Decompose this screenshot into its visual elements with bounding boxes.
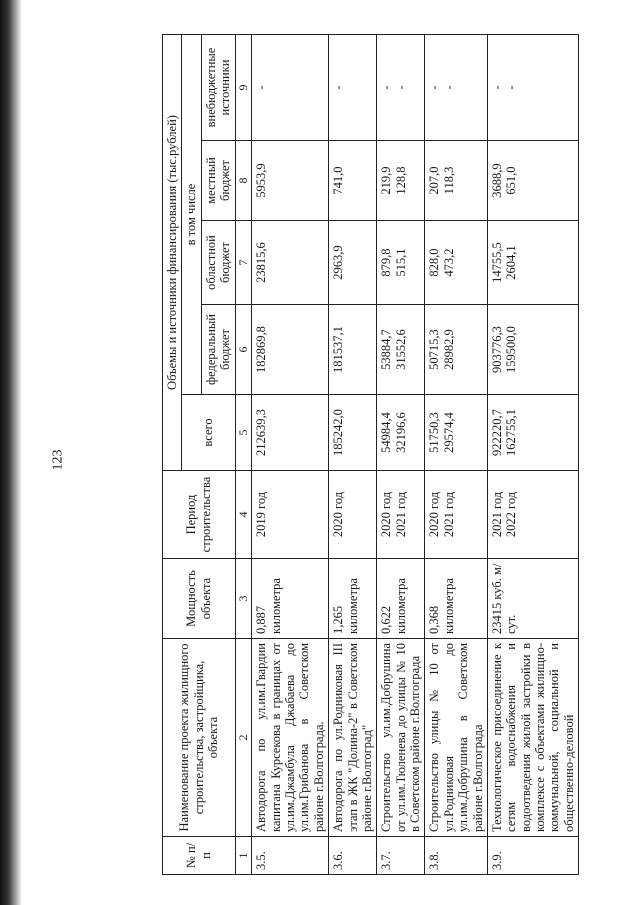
extra-value: - bbox=[393, 85, 408, 90]
total-value: 32196,6 bbox=[393, 412, 408, 453]
local-value: 3688,9 bbox=[489, 163, 504, 198]
header-capacity: Мощность объекта bbox=[163, 559, 236, 639]
period-cell bbox=[425, 471, 488, 559]
local-value: 128,8 bbox=[393, 166, 408, 195]
local-value: 741,0 bbox=[331, 166, 346, 195]
extra-value: - bbox=[441, 85, 456, 90]
header-regional: областной бюджет bbox=[201, 221, 235, 305]
federal-cell bbox=[425, 305, 488, 395]
extra-cell bbox=[377, 35, 425, 141]
total-value: 212639,3 bbox=[254, 409, 269, 456]
federal-value: 903776,3 bbox=[489, 326, 504, 373]
period-value: 2020 год bbox=[331, 491, 346, 538]
total-value: 922220,7 bbox=[489, 409, 504, 456]
period-value: 2021 год bbox=[441, 491, 456, 538]
capacity: 0,887 километра bbox=[252, 559, 329, 639]
extra-value: - bbox=[331, 85, 346, 90]
federal-cell bbox=[487, 305, 578, 395]
federal-value: 50715,3 bbox=[427, 329, 442, 370]
local-cell bbox=[487, 141, 578, 221]
period-cell bbox=[377, 471, 425, 559]
local-value: 651,0 bbox=[504, 166, 519, 195]
total-cell bbox=[425, 395, 488, 471]
local-cell bbox=[377, 141, 425, 221]
page-number: 123 bbox=[50, 449, 66, 471]
column-number: 2 bbox=[235, 639, 252, 837]
regional-value: 515,1 bbox=[393, 248, 408, 277]
federal-cell bbox=[329, 305, 377, 395]
header-extra: внебюджетные источники bbox=[201, 35, 235, 141]
table-row bbox=[252, 35, 329, 875]
period-value: 2020 год bbox=[427, 491, 442, 538]
total-value: 162755,1 bbox=[504, 409, 519, 456]
local-cell bbox=[252, 141, 329, 221]
extra-value: - bbox=[427, 85, 442, 90]
regional-value: 23815,6 bbox=[254, 242, 269, 283]
row-number: 3.6. bbox=[329, 837, 377, 875]
extra-cell bbox=[252, 35, 329, 141]
column-numbers-row bbox=[235, 35, 252, 875]
regional-value: 2963,9 bbox=[331, 245, 346, 280]
header-financing: Объемы и источники финансирования (тыс.рублей) bbox=[163, 35, 182, 471]
regional-cell bbox=[377, 221, 425, 305]
financing-table bbox=[162, 34, 579, 875]
federal-cell bbox=[252, 305, 329, 395]
scan-edge-shadow bbox=[0, 0, 22, 905]
project-name: Строительство ул.им.Добрушина от ул.им.Тюленева до улицы № 10 в Советском районе г.Волгограда bbox=[377, 639, 425, 837]
regional-value: 828,0 bbox=[427, 248, 442, 277]
total-cell bbox=[377, 395, 425, 471]
total-value: 54984,4 bbox=[379, 412, 394, 453]
table-body bbox=[252, 35, 579, 875]
local-value: 118,3 bbox=[441, 166, 456, 195]
row-number: 3.9. bbox=[487, 837, 578, 875]
table-row bbox=[329, 35, 377, 875]
total-value: 51750,3 bbox=[427, 412, 442, 453]
total-cell bbox=[329, 395, 377, 471]
regional-cell bbox=[329, 221, 377, 305]
column-number: 9 bbox=[235, 35, 252, 141]
federal-value: 31552,6 bbox=[393, 329, 408, 370]
column-number: 1 bbox=[235, 837, 252, 875]
project-name: Автодорога по ул.им.Гвардии капитана Курсекова в границах от ул.им.Джамбула Джабаева до ул.им.Грибанова в Советском районе г.Волгограда. bbox=[252, 639, 329, 837]
header-no: № п/п bbox=[163, 837, 236, 875]
total-value: 29574,4 bbox=[441, 412, 456, 453]
federal-value: 159500,0 bbox=[504, 326, 519, 373]
table-header bbox=[163, 35, 252, 875]
project-name: Строительство улицы № 10 от ул.Родниковая до ул.им.Добрушина в Советском районе г.Волгограда bbox=[425, 639, 488, 837]
extra-cell bbox=[329, 35, 377, 141]
regional-cell bbox=[252, 221, 329, 305]
local-value: 207,0 bbox=[427, 166, 442, 195]
capacity: 1,265 километра bbox=[329, 559, 377, 639]
table-row bbox=[487, 35, 578, 875]
column-number: 3 bbox=[235, 559, 252, 639]
regional-cell bbox=[425, 221, 488, 305]
header-total: всего bbox=[182, 395, 235, 471]
regional-cell bbox=[487, 221, 578, 305]
table-row bbox=[377, 35, 425, 875]
column-number: 4 bbox=[235, 471, 252, 559]
total-value: 185242,0 bbox=[331, 409, 346, 456]
federal-value: 181537,1 bbox=[331, 326, 346, 373]
extra-value: - bbox=[489, 85, 504, 90]
total-cell bbox=[487, 395, 578, 471]
extra-cell bbox=[425, 35, 488, 141]
column-number: 6 bbox=[235, 305, 252, 395]
federal-value: 182869,8 bbox=[254, 326, 269, 373]
column-number: 8 bbox=[235, 141, 252, 221]
table-row bbox=[425, 35, 488, 875]
regional-value: 473,2 bbox=[441, 248, 456, 277]
project-name: Автодорога по ул.Родниковая III этап в ЖК "Долина-2" в Советском районе г.Волгоград" bbox=[329, 639, 377, 837]
period-cell bbox=[252, 471, 329, 559]
regional-value: 14755,5 bbox=[489, 242, 504, 283]
extra-value: - bbox=[254, 85, 269, 90]
local-cell bbox=[329, 141, 377, 221]
header-period: Период строительства bbox=[163, 471, 236, 559]
period-cell bbox=[329, 471, 377, 559]
header-federal: федеральный бюджет bbox=[201, 305, 235, 395]
row-number: 3.8. bbox=[425, 837, 488, 875]
period-cell bbox=[487, 471, 578, 559]
capacity: 0,622 километра bbox=[377, 559, 425, 639]
total-cell bbox=[252, 395, 329, 471]
period-value: 2020 год bbox=[379, 491, 394, 538]
extra-value: - bbox=[379, 85, 394, 90]
federal-value: 53884,7 bbox=[379, 329, 394, 370]
federal-cell bbox=[377, 305, 425, 395]
regional-value: 879,8 bbox=[379, 248, 394, 277]
row-number: 3.7. bbox=[377, 837, 425, 875]
extra-value: - bbox=[504, 85, 519, 90]
federal-value: 28982,9 bbox=[441, 329, 456, 370]
rotated-table-container bbox=[162, 35, 622, 875]
local-cell bbox=[425, 141, 488, 221]
local-value: 5953,9 bbox=[254, 163, 269, 198]
column-number: 5 bbox=[235, 395, 252, 471]
capacity: 0,368 километра bbox=[425, 559, 488, 639]
period-value: 2019 год bbox=[254, 491, 269, 538]
period-value: 2021 год bbox=[489, 491, 504, 538]
regional-value: 2604,1 bbox=[504, 245, 519, 280]
local-value: 219,9 bbox=[379, 166, 394, 195]
header-project-name: Наименование проекта жилищного строительства, застройщика, объекта bbox=[163, 639, 236, 837]
capacity: 23415 куб. м/сут. bbox=[487, 559, 578, 639]
extra-cell bbox=[487, 35, 578, 141]
period-value: 2022 год bbox=[504, 491, 519, 538]
header-including: в том числе bbox=[182, 35, 201, 395]
row-number: 3.5. bbox=[252, 837, 329, 875]
header-local: местный бюджет bbox=[201, 141, 235, 221]
period-value: 2021 год bbox=[393, 491, 408, 538]
project-name: Технологическое присоединение к сетям водоснабжения и водоотведения жилой застройки в комплексе с объектами жилищно-коммунальной, социальной и общественно-деловой bbox=[487, 639, 578, 837]
column-number: 7 bbox=[235, 221, 252, 305]
